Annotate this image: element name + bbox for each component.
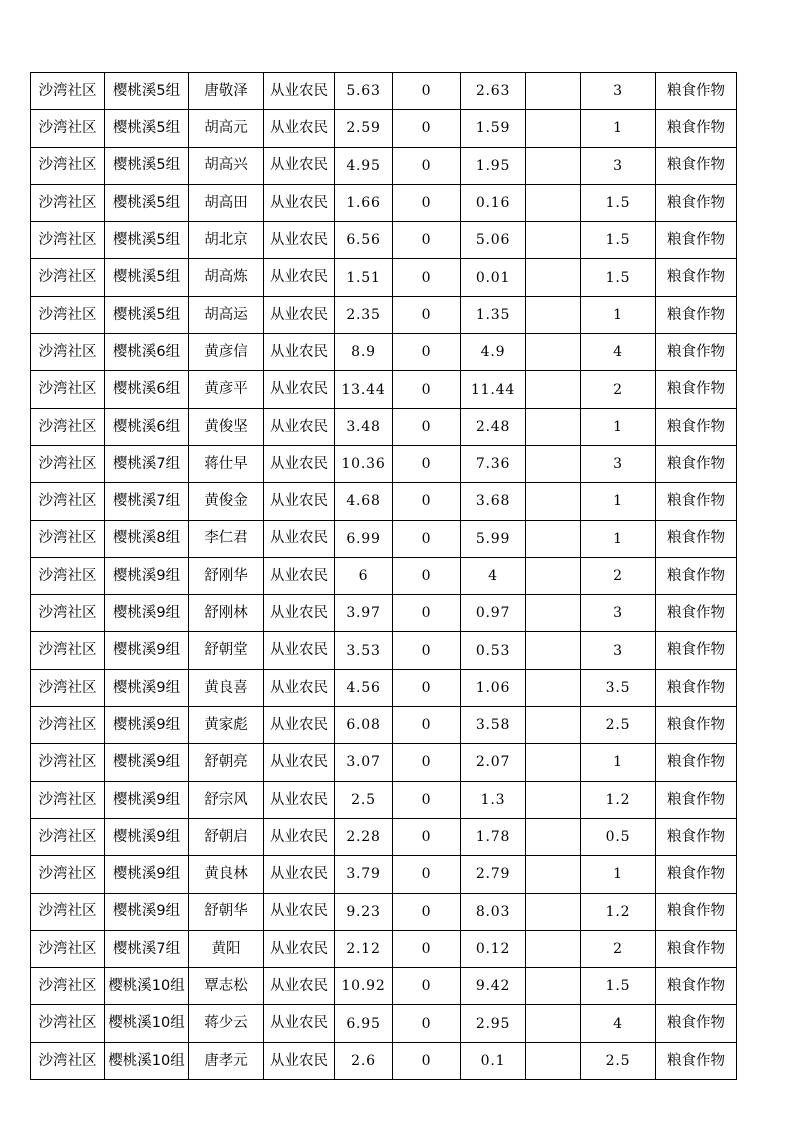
table-row xyxy=(31,110,737,147)
community-cell: 沙湾社区 xyxy=(31,184,105,221)
group-cell: 樱桃溪5组 xyxy=(105,259,189,296)
name-cell: 舒宗风 xyxy=(189,781,264,818)
name-cell: 舒朝启 xyxy=(189,818,264,855)
community-cell: 沙湾社区 xyxy=(31,707,105,744)
zero-cell: 0 xyxy=(393,222,461,259)
zero-cell: 0 xyxy=(393,445,461,482)
total-cell: 6 xyxy=(335,557,393,594)
zero-cell: 0 xyxy=(393,632,461,669)
count-cell: 4 xyxy=(581,1005,656,1042)
type-cell: 从业农民 xyxy=(264,968,335,1005)
count-cell: 3 xyxy=(581,147,656,184)
table-row xyxy=(31,744,737,781)
zero-cell: 0 xyxy=(393,483,461,520)
count-cell: 3.5 xyxy=(581,669,656,706)
value-cell: 2.79 xyxy=(461,856,526,893)
total-cell: 2.59 xyxy=(335,110,393,147)
total-cell: 2.35 xyxy=(335,296,393,333)
count-cell: 4 xyxy=(581,334,656,371)
type-cell: 从业农民 xyxy=(264,1005,335,1042)
total-cell: 2.12 xyxy=(335,930,393,967)
table-row xyxy=(31,1005,737,1042)
community-cell: 沙湾社区 xyxy=(31,334,105,371)
community-cell: 沙湾社区 xyxy=(31,930,105,967)
name-cell: 黄良喜 xyxy=(189,669,264,706)
blank-cell xyxy=(526,818,581,855)
value-cell: 1.95 xyxy=(461,147,526,184)
total-cell: 2.6 xyxy=(335,1042,393,1079)
blank-cell xyxy=(526,632,581,669)
count-cell: 1.5 xyxy=(581,184,656,221)
community-cell: 沙湾社区 xyxy=(31,483,105,520)
community-cell: 沙湾社区 xyxy=(31,408,105,445)
value-cell: 2.95 xyxy=(461,1005,526,1042)
table-row xyxy=(31,408,737,445)
community-cell: 沙湾社区 xyxy=(31,893,105,930)
crop-cell: 粮食作物 xyxy=(656,1005,737,1042)
crop-cell: 粮食作物 xyxy=(656,445,737,482)
type-cell: 从业农民 xyxy=(264,334,335,371)
type-cell: 从业农民 xyxy=(264,147,335,184)
value-cell: 2.63 xyxy=(461,73,526,110)
count-cell: 2.5 xyxy=(581,707,656,744)
group-cell: 樱桃溪9组 xyxy=(105,707,189,744)
zero-cell: 0 xyxy=(393,818,461,855)
table-row xyxy=(31,968,737,1005)
type-cell: 从业农民 xyxy=(264,520,335,557)
table-row xyxy=(31,147,737,184)
group-cell: 樱桃溪9组 xyxy=(105,632,189,669)
zero-cell: 0 xyxy=(393,110,461,147)
table-row xyxy=(31,632,737,669)
zero-cell: 0 xyxy=(393,893,461,930)
type-cell: 从业农民 xyxy=(264,744,335,781)
count-cell: 2 xyxy=(581,371,656,408)
table-row xyxy=(31,222,737,259)
value-cell: 4 xyxy=(461,557,526,594)
total-cell: 6.95 xyxy=(335,1005,393,1042)
type-cell: 从业农民 xyxy=(264,73,335,110)
community-cell: 沙湾社区 xyxy=(31,371,105,408)
total-cell: 4.68 xyxy=(335,483,393,520)
blank-cell xyxy=(526,483,581,520)
crop-cell: 粮食作物 xyxy=(656,259,737,296)
value-cell: 5.06 xyxy=(461,222,526,259)
table-row xyxy=(31,1042,737,1079)
crop-cell: 粮食作物 xyxy=(656,73,737,110)
value-cell: 1.78 xyxy=(461,818,526,855)
total-cell: 1.51 xyxy=(335,259,393,296)
group-cell: 樱桃溪5组 xyxy=(105,73,189,110)
crop-cell: 粮食作物 xyxy=(656,296,737,333)
count-cell: 1.5 xyxy=(581,968,656,1005)
value-cell: 1.59 xyxy=(461,110,526,147)
crop-cell: 粮食作物 xyxy=(656,184,737,221)
zero-cell: 0 xyxy=(393,408,461,445)
count-cell: 2.5 xyxy=(581,1042,656,1079)
table-row xyxy=(31,334,737,371)
table-row xyxy=(31,73,737,110)
value-cell: 5.99 xyxy=(461,520,526,557)
count-cell: 1.2 xyxy=(581,893,656,930)
table-row xyxy=(31,669,737,706)
count-cell: 1 xyxy=(581,408,656,445)
name-cell: 舒刚林 xyxy=(189,595,264,632)
blank-cell xyxy=(526,408,581,445)
group-cell: 樱桃溪5组 xyxy=(105,222,189,259)
table-row xyxy=(31,930,737,967)
type-cell: 从业农民 xyxy=(264,445,335,482)
group-cell: 樱桃溪9组 xyxy=(105,595,189,632)
crop-cell: 粮食作物 xyxy=(656,110,737,147)
count-cell: 1 xyxy=(581,296,656,333)
count-cell: 0.5 xyxy=(581,818,656,855)
type-cell: 从业农民 xyxy=(264,893,335,930)
value-cell: 0.01 xyxy=(461,259,526,296)
table-row xyxy=(31,856,737,893)
zero-cell: 0 xyxy=(393,259,461,296)
zero-cell: 0 xyxy=(393,1042,461,1079)
name-cell: 舒朝华 xyxy=(189,893,264,930)
community-cell: 沙湾社区 xyxy=(31,781,105,818)
community-cell: 沙湾社区 xyxy=(31,669,105,706)
type-cell: 从业农民 xyxy=(264,557,335,594)
crop-cell: 粮食作物 xyxy=(656,334,737,371)
community-cell: 沙湾社区 xyxy=(31,557,105,594)
table-row xyxy=(31,259,737,296)
value-cell: 0.97 xyxy=(461,595,526,632)
crop-cell: 粮食作物 xyxy=(656,483,737,520)
value-cell: 1.3 xyxy=(461,781,526,818)
type-cell: 从业农民 xyxy=(264,595,335,632)
name-cell: 舒朝堂 xyxy=(189,632,264,669)
community-cell: 沙湾社区 xyxy=(31,110,105,147)
table-row xyxy=(31,371,737,408)
name-cell: 胡高元 xyxy=(189,110,264,147)
name-cell: 黄彦平 xyxy=(189,371,264,408)
type-cell: 从业农民 xyxy=(264,371,335,408)
type-cell: 从业农民 xyxy=(264,818,335,855)
blank-cell xyxy=(526,595,581,632)
community-cell: 沙湾社区 xyxy=(31,632,105,669)
value-cell: 9.42 xyxy=(461,968,526,1005)
name-cell: 蒋少云 xyxy=(189,1005,264,1042)
total-cell: 5.63 xyxy=(335,73,393,110)
total-cell: 2.28 xyxy=(335,818,393,855)
blank-cell xyxy=(526,893,581,930)
value-cell: 11.44 xyxy=(461,371,526,408)
name-cell: 黄俊金 xyxy=(189,483,264,520)
blank-cell xyxy=(526,744,581,781)
blank-cell xyxy=(526,781,581,818)
blank-cell xyxy=(526,371,581,408)
table-row xyxy=(31,707,737,744)
crop-cell: 粮食作物 xyxy=(656,520,737,557)
blank-cell xyxy=(526,856,581,893)
community-cell: 沙湾社区 xyxy=(31,818,105,855)
name-cell: 胡北京 xyxy=(189,222,264,259)
total-cell: 8.9 xyxy=(335,334,393,371)
group-cell: 樱桃溪9组 xyxy=(105,557,189,594)
type-cell: 从业农民 xyxy=(264,408,335,445)
type-cell: 从业农民 xyxy=(264,1042,335,1079)
name-cell: 黄彦信 xyxy=(189,334,264,371)
count-cell: 1 xyxy=(581,744,656,781)
total-cell: 10.92 xyxy=(335,968,393,1005)
count-cell: 1 xyxy=(581,110,656,147)
value-cell: 0.16 xyxy=(461,184,526,221)
group-cell: 樱桃溪10组 xyxy=(105,1042,189,1079)
count-cell: 2 xyxy=(581,930,656,967)
type-cell: 从业农民 xyxy=(264,707,335,744)
total-cell: 6.99 xyxy=(335,520,393,557)
community-cell: 沙湾社区 xyxy=(31,595,105,632)
total-cell: 3.53 xyxy=(335,632,393,669)
total-cell: 9.23 xyxy=(335,893,393,930)
community-cell: 沙湾社区 xyxy=(31,1042,105,1079)
value-cell: 8.03 xyxy=(461,893,526,930)
count-cell: 2 xyxy=(581,557,656,594)
community-cell: 沙湾社区 xyxy=(31,968,105,1005)
blank-cell xyxy=(526,184,581,221)
type-cell: 从业农民 xyxy=(264,930,335,967)
group-cell: 樱桃溪7组 xyxy=(105,445,189,482)
zero-cell: 0 xyxy=(393,371,461,408)
type-cell: 从业农民 xyxy=(264,184,335,221)
count-cell: 3 xyxy=(581,445,656,482)
count-cell: 1 xyxy=(581,856,656,893)
name-cell: 黄阳 xyxy=(189,930,264,967)
name-cell: 胡高田 xyxy=(189,184,264,221)
value-cell: 7.36 xyxy=(461,445,526,482)
group-cell: 樱桃溪9组 xyxy=(105,893,189,930)
blank-cell xyxy=(526,669,581,706)
blank-cell xyxy=(526,1005,581,1042)
blank-cell xyxy=(526,968,581,1005)
type-cell: 从业农民 xyxy=(264,110,335,147)
blank-cell xyxy=(526,73,581,110)
crop-cell: 粮食作物 xyxy=(656,595,737,632)
total-cell: 13.44 xyxy=(335,371,393,408)
community-cell: 沙湾社区 xyxy=(31,445,105,482)
community-cell: 沙湾社区 xyxy=(31,147,105,184)
group-cell: 樱桃溪5组 xyxy=(105,184,189,221)
zero-cell: 0 xyxy=(393,930,461,967)
value-cell: 0.53 xyxy=(461,632,526,669)
zero-cell: 0 xyxy=(393,669,461,706)
community-cell: 沙湾社区 xyxy=(31,296,105,333)
count-cell: 1.5 xyxy=(581,222,656,259)
count-cell: 1.2 xyxy=(581,781,656,818)
zero-cell: 0 xyxy=(393,147,461,184)
table-row xyxy=(31,296,737,333)
crop-cell: 粮食作物 xyxy=(656,968,737,1005)
blank-cell xyxy=(526,930,581,967)
crop-cell: 粮食作物 xyxy=(656,818,737,855)
name-cell: 黄家彪 xyxy=(189,707,264,744)
count-cell: 3 xyxy=(581,73,656,110)
type-cell: 从业农民 xyxy=(264,669,335,706)
group-cell: 樱桃溪10组 xyxy=(105,968,189,1005)
group-cell: 樱桃溪10组 xyxy=(105,1005,189,1042)
blank-cell xyxy=(526,110,581,147)
total-cell: 1.66 xyxy=(335,184,393,221)
crop-cell: 粮食作物 xyxy=(656,1042,737,1079)
community-cell: 沙湾社区 xyxy=(31,73,105,110)
name-cell: 唐孝元 xyxy=(189,1042,264,1079)
group-cell: 樱桃溪9组 xyxy=(105,856,189,893)
blank-cell xyxy=(526,259,581,296)
blank-cell xyxy=(526,520,581,557)
total-cell: 2.5 xyxy=(335,781,393,818)
community-cell: 沙湾社区 xyxy=(31,520,105,557)
crop-cell: 粮食作物 xyxy=(656,744,737,781)
group-cell: 樱桃溪9组 xyxy=(105,669,189,706)
name-cell: 覃志松 xyxy=(189,968,264,1005)
name-cell: 黄良林 xyxy=(189,856,264,893)
value-cell: 2.48 xyxy=(461,408,526,445)
crop-cell: 粮食作物 xyxy=(656,893,737,930)
type-cell: 从业农民 xyxy=(264,781,335,818)
blank-cell xyxy=(526,296,581,333)
zero-cell: 0 xyxy=(393,1005,461,1042)
value-cell: 1.35 xyxy=(461,296,526,333)
table-row xyxy=(31,483,737,520)
type-cell: 从业农民 xyxy=(264,222,335,259)
table-body xyxy=(31,73,737,1080)
group-cell: 樱桃溪9组 xyxy=(105,744,189,781)
total-cell: 3.97 xyxy=(335,595,393,632)
zero-cell: 0 xyxy=(393,184,461,221)
name-cell: 胡高兴 xyxy=(189,147,264,184)
table-row xyxy=(31,818,737,855)
zero-cell: 0 xyxy=(393,296,461,333)
table-row xyxy=(31,893,737,930)
group-cell: 樱桃溪7组 xyxy=(105,483,189,520)
value-cell: 2.07 xyxy=(461,744,526,781)
count-cell: 1 xyxy=(581,483,656,520)
table-row xyxy=(31,557,737,594)
total-cell: 3.79 xyxy=(335,856,393,893)
group-cell: 樱桃溪5组 xyxy=(105,147,189,184)
community-cell: 沙湾社区 xyxy=(31,222,105,259)
blank-cell xyxy=(526,222,581,259)
name-cell: 胡高运 xyxy=(189,296,264,333)
name-cell: 舒刚华 xyxy=(189,557,264,594)
group-cell: 樱桃溪5组 xyxy=(105,110,189,147)
group-cell: 樱桃溪8组 xyxy=(105,520,189,557)
zero-cell: 0 xyxy=(393,707,461,744)
blank-cell xyxy=(526,1042,581,1079)
community-cell: 沙湾社区 xyxy=(31,744,105,781)
table-row xyxy=(31,781,737,818)
group-cell: 樱桃溪9组 xyxy=(105,818,189,855)
name-cell: 唐敬泽 xyxy=(189,73,264,110)
zero-cell: 0 xyxy=(393,744,461,781)
zero-cell: 0 xyxy=(393,781,461,818)
table-row xyxy=(31,595,737,632)
group-cell: 樱桃溪7组 xyxy=(105,930,189,967)
table-row xyxy=(31,184,737,221)
group-cell: 樱桃溪6组 xyxy=(105,408,189,445)
crop-cell: 粮食作物 xyxy=(656,408,737,445)
zero-cell: 0 xyxy=(393,520,461,557)
group-cell: 樱桃溪5组 xyxy=(105,296,189,333)
total-cell: 6.08 xyxy=(335,707,393,744)
name-cell: 蒋仕早 xyxy=(189,445,264,482)
table-row xyxy=(31,520,737,557)
crop-cell: 粮食作物 xyxy=(656,669,737,706)
group-cell: 樱桃溪9组 xyxy=(105,781,189,818)
crop-cell: 粮食作物 xyxy=(656,222,737,259)
community-cell: 沙湾社区 xyxy=(31,856,105,893)
value-cell: 3.58 xyxy=(461,707,526,744)
crop-cell: 粮食作物 xyxy=(656,557,737,594)
blank-cell xyxy=(526,445,581,482)
count-cell: 1 xyxy=(581,520,656,557)
total-cell: 3.07 xyxy=(335,744,393,781)
zero-cell: 0 xyxy=(393,595,461,632)
value-cell: 3.68 xyxy=(461,483,526,520)
value-cell: 1.06 xyxy=(461,669,526,706)
blank-cell xyxy=(526,707,581,744)
crop-cell: 粮食作物 xyxy=(656,930,737,967)
blank-cell xyxy=(526,147,581,184)
value-cell: 0.1 xyxy=(461,1042,526,1079)
name-cell: 舒朝亮 xyxy=(189,744,264,781)
zero-cell: 0 xyxy=(393,856,461,893)
zero-cell: 0 xyxy=(393,557,461,594)
value-cell: 0.12 xyxy=(461,930,526,967)
total-cell: 3.48 xyxy=(335,408,393,445)
zero-cell: 0 xyxy=(393,968,461,1005)
community-cell: 沙湾社区 xyxy=(31,1005,105,1042)
total-cell: 4.95 xyxy=(335,147,393,184)
type-cell: 从业农民 xyxy=(264,259,335,296)
community-cell: 沙湾社区 xyxy=(31,259,105,296)
crop-cell: 粮食作物 xyxy=(656,371,737,408)
crop-cell: 粮食作物 xyxy=(656,632,737,669)
count-cell: 1.5 xyxy=(581,259,656,296)
type-cell: 从业农民 xyxy=(264,296,335,333)
count-cell: 3 xyxy=(581,632,656,669)
total-cell: 4.56 xyxy=(335,669,393,706)
table-row xyxy=(31,445,737,482)
name-cell: 黄俊坚 xyxy=(189,408,264,445)
crop-cell: 粮食作物 xyxy=(656,781,737,818)
data-table xyxy=(30,72,737,1080)
value-cell: 4.9 xyxy=(461,334,526,371)
zero-cell: 0 xyxy=(393,73,461,110)
type-cell: 从业农民 xyxy=(264,632,335,669)
name-cell: 李仁君 xyxy=(189,520,264,557)
total-cell: 6.56 xyxy=(335,222,393,259)
crop-cell: 粮食作物 xyxy=(656,147,737,184)
count-cell: 3 xyxy=(581,595,656,632)
blank-cell xyxy=(526,557,581,594)
name-cell: 胡高炼 xyxy=(189,259,264,296)
type-cell: 从业农民 xyxy=(264,856,335,893)
zero-cell: 0 xyxy=(393,334,461,371)
total-cell: 10.36 xyxy=(335,445,393,482)
crop-cell: 粮食作物 xyxy=(656,856,737,893)
type-cell: 从业农民 xyxy=(264,483,335,520)
blank-cell xyxy=(526,334,581,371)
group-cell: 樱桃溪6组 xyxy=(105,371,189,408)
crop-cell: 粮食作物 xyxy=(656,707,737,744)
group-cell: 樱桃溪6组 xyxy=(105,334,189,371)
